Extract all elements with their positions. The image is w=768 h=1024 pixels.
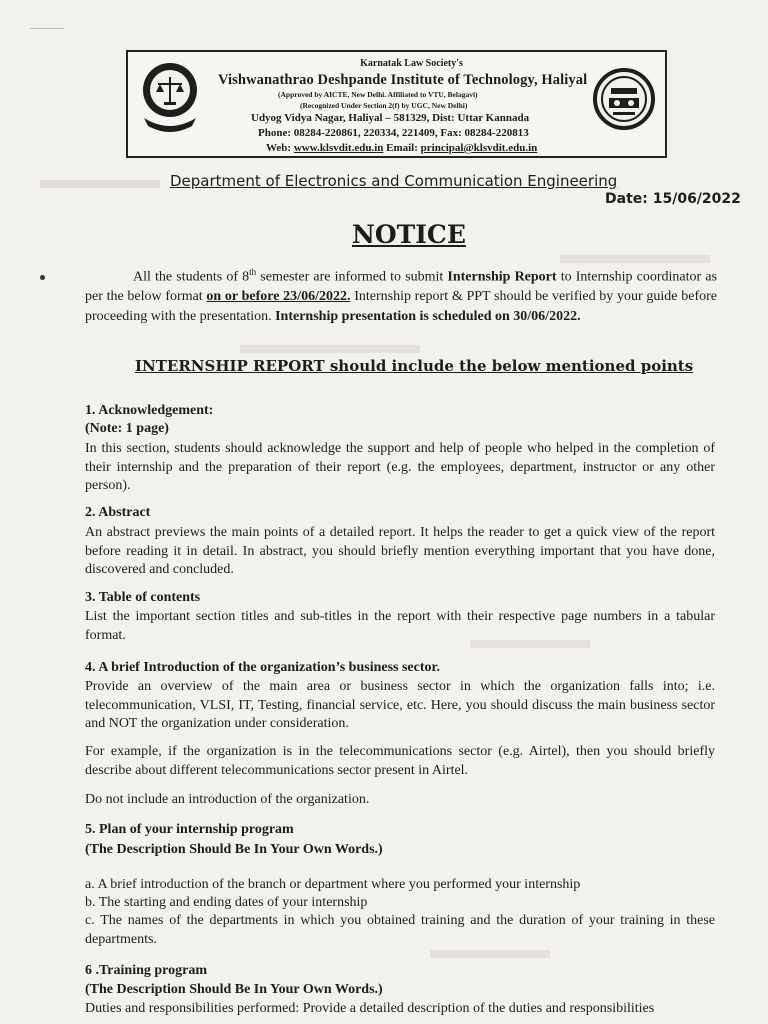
bleed-through (560, 255, 710, 263)
section-4-title: 4. A brief Introduction of the organization’s business sector. (85, 660, 440, 675)
intro-text: All the students of 8 (133, 269, 250, 285)
intro-deadline: on or before 23/06/2022. (206, 289, 351, 305)
notice-title: NOTICE (352, 220, 466, 249)
bullet-mark (40, 275, 45, 280)
section-6-title: 6 .Training program (85, 963, 207, 978)
institute-name: Vishwanathrao Deshpande Institute of Technology, Haliyal (218, 72, 588, 88)
intro-paragraph (85, 263, 717, 326)
email-label: Email: (383, 142, 421, 154)
report-heading: INTERNSHIP REPORT should include the below mentioned points (135, 357, 694, 375)
section-3-body: List the important section titles and sub-titles in the report with their respective page numbers in a tabular format. (85, 609, 715, 643)
section-6-subtitle: (The Description Should Be In Your Own Words.) (85, 982, 383, 997)
phone-line: Phone: 08284-220861, 220334, 221409, Fax: 08284-220813 (258, 127, 529, 139)
section-3-title: 3. Table of contents (85, 590, 201, 605)
intro-text: to Internship coordinator as per the below format (85, 269, 717, 305)
notice-date: Date: 15/06/2022 (605, 191, 741, 207)
section-5-title: 5. Plan of your internship program (85, 822, 294, 837)
web-label: Web: (266, 142, 294, 154)
section-1-note: (Note: 1 page) (85, 421, 169, 436)
bleed-through (240, 345, 420, 353)
intro-sup: th (249, 267, 257, 277)
section-5-item-b: b. The starting and ending dates of your internship (85, 895, 368, 910)
section-1-body: In this section, students should acknowledge the support and help of people who helped in the completion of their internship and the preparation of their report (e.g. the employees, department, instructor or any other person). (85, 441, 715, 493)
society-name: Karnatak Law Society's (360, 58, 463, 69)
kls-logo-icon (138, 60, 202, 134)
contact-line (266, 142, 537, 154)
section-5-subtitle: (The Description Should Be In Your Own Words.) (85, 842, 383, 857)
email-link[interactable]: principal@klsvdit.edu.in (420, 142, 538, 154)
section-6-body: Duties and responsibilities performed: Provide a detailed description of the duties and responsibilities (85, 1001, 655, 1016)
intro-text: semester are informed to submit (256, 269, 448, 285)
section-4-donot: Do not include an introduction of the organization. (85, 792, 370, 807)
section-4-example: For example, if the organization is in the telecommunications sector (e.g. Airtel), then you should briefly describe about different telecommunications sector present in Airtel. (85, 744, 715, 778)
bleed-through (40, 180, 160, 188)
section-2-title: 2. Abstract (85, 505, 151, 520)
department-title: Department of Electronics and Communication Engineering (170, 172, 618, 190)
section-2-body: An abstract previews the main points of a detailed report. It helps the reader to get a quick view of the report before reading it in detail. In abstract, you should briefly mention everything important that you have done, discovered and concluded. (85, 525, 715, 577)
bleed-through (430, 950, 550, 958)
scan-mark (30, 28, 64, 29)
letterhead (126, 50, 667, 158)
section-1-title: 1. Acknowledgement: (85, 403, 214, 418)
intro-text: Internship report & PPT should be verified by your guide before proceeding with the presentation. (85, 289, 717, 324)
approval-line: (Approved by AICTE, New Delhi. Affiliated to VTU, Belagavi) (278, 90, 478, 99)
intro-presentation-date: Internship presentation is scheduled on 30/06/2022. (275, 308, 581, 324)
vdit-emblem-icon (593, 66, 655, 132)
section-5-item-a: a. A brief introduction of the branch or department where you performed your internship (85, 877, 581, 892)
website-link[interactable]: www.klsvdit.edu.in (293, 142, 384, 154)
recognition-line: (Recognized Under Section 2(f) by UGC, New Delhi) (300, 101, 468, 110)
address-line: Udyog Vidya Nagar, Haliyal – 581329, Dist: Uttar Kannada (251, 112, 530, 124)
section-4-body: Provide an overview of the main area or business sector in which the organization falls into; i.e. telecommunication, VLSI, IT, Testing, financial service, etc. Here, you should discuss the main business sector and NOT the organization under consideration. (85, 679, 715, 731)
intro-bold: Internship Report (447, 269, 557, 285)
section-5-item-c: c. The names of the departments in which you obtained training and the duration of your training in these departments. (85, 913, 715, 947)
